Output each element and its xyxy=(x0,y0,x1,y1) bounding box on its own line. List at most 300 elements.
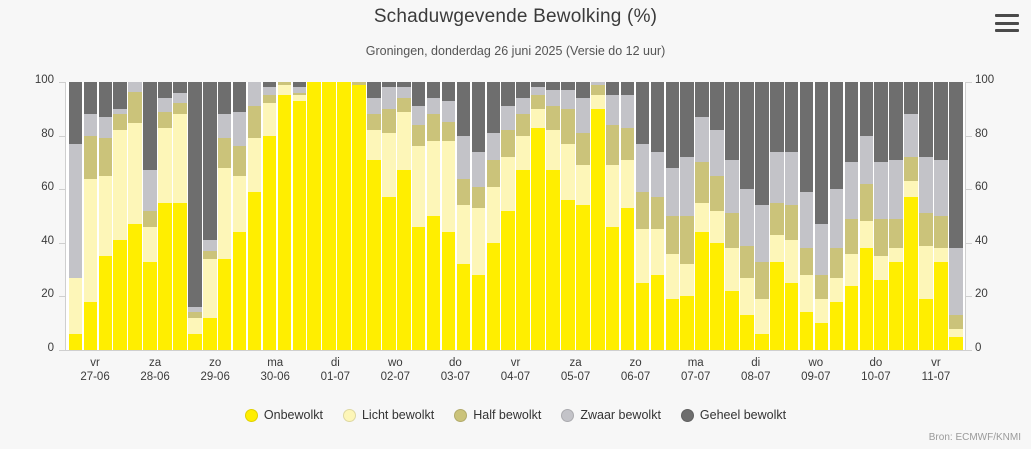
bar-segment xyxy=(457,82,471,136)
bar-segment xyxy=(889,219,903,248)
stacked-bar[interactable] xyxy=(263,82,277,350)
bar-segment xyxy=(621,208,635,350)
bar-segment xyxy=(397,87,411,98)
bar-segment xyxy=(695,162,709,202)
bar-segment xyxy=(621,160,635,208)
stacked-bar[interactable] xyxy=(248,82,262,350)
stacked-bar[interactable] xyxy=(576,82,590,350)
y-tick-label: 100 xyxy=(975,74,995,86)
legend-item[interactable] xyxy=(245,408,323,422)
stacked-bar[interactable] xyxy=(173,82,187,350)
bar-segment xyxy=(919,82,933,157)
bar-segment xyxy=(457,205,471,264)
bar-series-container xyxy=(66,82,965,350)
bar-segment xyxy=(218,168,232,259)
bar-segment xyxy=(815,82,829,224)
bar-segment xyxy=(99,256,113,350)
bar-segment xyxy=(949,315,963,328)
bar-segment xyxy=(546,170,560,350)
bar-segment xyxy=(263,95,277,103)
bar-segment xyxy=(815,224,829,275)
y-tick-label: 40 xyxy=(975,234,988,247)
stacked-bar[interactable] xyxy=(128,82,142,350)
bar-segment xyxy=(203,240,217,251)
bar-segment xyxy=(337,82,351,350)
legend-item[interactable] xyxy=(454,408,541,422)
bar-segment xyxy=(158,203,172,350)
bar-segment xyxy=(606,82,620,95)
bar-segment xyxy=(889,248,903,261)
bar-segment xyxy=(173,82,187,93)
bar-segment xyxy=(442,122,456,141)
bar-segment xyxy=(785,205,799,240)
chart-legend xyxy=(0,408,1031,422)
bar-segment xyxy=(233,112,247,147)
bar-segment xyxy=(770,82,784,152)
bar-segment xyxy=(382,197,396,350)
bar-segment xyxy=(621,82,635,95)
bar-segment xyxy=(487,160,501,187)
bar-segment xyxy=(412,125,426,146)
bar-segment xyxy=(188,334,202,350)
stacked-bar[interactable] xyxy=(874,82,888,350)
bar-segment xyxy=(740,278,754,316)
bar-segment xyxy=(889,160,903,219)
stacked-bar[interactable] xyxy=(472,82,486,350)
y-tick-mark xyxy=(966,82,972,83)
stacked-bar[interactable] xyxy=(218,82,232,350)
bar-segment xyxy=(636,229,650,283)
x-tick-label: ma 07-07 xyxy=(680,357,711,383)
bar-segment xyxy=(278,95,292,350)
stacked-bar[interactable] xyxy=(666,82,680,350)
bar-segment xyxy=(845,286,859,350)
bar-segment xyxy=(680,264,694,296)
bar-segment xyxy=(576,98,590,133)
bar-segment xyxy=(561,90,575,109)
stacked-bar[interactable] xyxy=(621,82,635,350)
stacked-bar[interactable] xyxy=(233,82,247,350)
stacked-bar[interactable] xyxy=(830,82,844,350)
stacked-bar[interactable] xyxy=(606,82,620,350)
bar-segment xyxy=(680,157,694,216)
bar-segment xyxy=(188,318,202,334)
bar-segment xyxy=(128,92,142,123)
bar-segment xyxy=(621,95,635,127)
stacked-bar[interactable] xyxy=(591,82,605,350)
stacked-bar[interactable] xyxy=(501,82,515,350)
bar-segment xyxy=(397,170,411,350)
bar-segment xyxy=(487,243,501,350)
bar-segment xyxy=(725,213,739,248)
bar-segment xyxy=(770,152,784,203)
bar-segment xyxy=(666,299,680,350)
bar-segment xyxy=(367,98,381,114)
bar-segment xyxy=(934,82,948,160)
bar-segment xyxy=(934,248,948,261)
stacked-bar[interactable] xyxy=(158,82,172,350)
y-tick-label: 60 xyxy=(41,181,54,194)
bar-segment xyxy=(84,302,98,350)
stacked-bar[interactable] xyxy=(397,82,411,350)
bar-segment xyxy=(218,138,232,167)
bar-segment xyxy=(382,109,396,133)
x-tick-label: ma 30-06 xyxy=(260,357,290,383)
stacked-bar[interactable] xyxy=(725,82,739,350)
bar-segment xyxy=(755,82,769,205)
legend-label: Geheel bewolkt xyxy=(699,408,787,422)
bar-segment xyxy=(472,152,486,187)
bar-segment xyxy=(173,103,187,114)
stacked-bar[interactable] xyxy=(487,82,501,350)
bar-segment xyxy=(815,323,829,350)
bar-segment xyxy=(397,98,411,111)
stacked-bar[interactable] xyxy=(203,82,217,350)
bar-segment xyxy=(203,318,217,350)
bar-segment xyxy=(845,82,859,162)
bar-segment xyxy=(636,283,650,350)
bar-segment xyxy=(740,246,754,278)
bar-segment xyxy=(576,82,590,98)
stacked-bar[interactable] xyxy=(278,82,292,350)
bar-segment xyxy=(830,278,844,302)
bar-segment xyxy=(84,114,98,135)
bar-segment xyxy=(904,181,918,197)
stacked-bar[interactable] xyxy=(651,82,665,350)
source-note: Bron: ECMWF/KNMI xyxy=(928,432,1021,443)
x-tick-label: wo 09-07 xyxy=(801,357,831,383)
bar-segment xyxy=(248,192,262,350)
bar-segment xyxy=(218,259,232,350)
hamburger-menu-icon[interactable] xyxy=(995,14,1019,32)
x-tick-label: za 05-07 xyxy=(560,357,591,383)
legend-swatch-icon xyxy=(454,409,467,422)
bar-segment xyxy=(472,275,486,350)
bar-segment xyxy=(69,82,83,144)
bar-segment xyxy=(904,114,918,157)
bar-segment xyxy=(800,312,814,350)
y-tick-mark xyxy=(966,350,972,351)
stacked-bar[interactable] xyxy=(293,82,307,350)
bar-segment xyxy=(501,130,515,157)
bar-segment xyxy=(860,136,874,184)
legend-item[interactable] xyxy=(681,408,786,422)
bar-segment xyxy=(69,334,83,350)
stacked-bar[interactable] xyxy=(188,82,202,350)
bar-segment xyxy=(427,98,441,114)
bar-segment xyxy=(173,203,187,350)
bar-segment xyxy=(203,259,217,318)
bar-segment xyxy=(487,82,501,133)
y-tick-mark xyxy=(59,350,65,351)
bar-segment xyxy=(99,117,113,138)
bar-segment xyxy=(412,146,426,226)
bar-segment xyxy=(531,128,545,350)
x-tick-label: vr 11-07 xyxy=(921,357,951,383)
stacked-bar[interactable] xyxy=(845,82,859,350)
bar-segment xyxy=(546,130,560,170)
bar-segment xyxy=(815,275,829,299)
bar-segment xyxy=(218,82,232,114)
x-tick-label: wo 02-07 xyxy=(380,357,411,383)
bar-segment xyxy=(203,82,217,240)
bar-segment xyxy=(561,144,575,200)
legend-label: Onbewolkt xyxy=(263,408,323,422)
stacked-bar[interactable] xyxy=(904,82,918,350)
stacked-bar[interactable] xyxy=(770,82,784,350)
y-tick-label: 80 xyxy=(41,127,54,140)
bar-segment xyxy=(830,302,844,350)
legend-swatch-icon xyxy=(561,409,574,422)
bar-segment xyxy=(830,248,844,277)
bar-segment xyxy=(740,315,754,350)
bar-segment xyxy=(158,82,172,98)
bar-segment xyxy=(800,275,814,313)
bar-segment xyxy=(740,189,754,245)
bar-segment xyxy=(472,187,486,208)
bar-segment xyxy=(427,216,441,350)
bar-segment xyxy=(263,87,277,95)
bar-segment xyxy=(949,248,963,315)
y-tick-mark xyxy=(59,243,65,244)
bar-segment xyxy=(621,128,635,160)
bar-segment xyxy=(710,211,724,243)
bar-segment xyxy=(651,152,665,198)
bar-segment xyxy=(800,248,814,275)
bar-segment xyxy=(143,82,157,170)
bar-segment xyxy=(322,82,336,350)
bar-segment xyxy=(666,254,680,300)
bar-segment xyxy=(680,296,694,350)
bar-segment xyxy=(651,229,665,275)
bar-segment xyxy=(546,106,560,130)
bar-segment xyxy=(427,141,441,216)
bar-segment xyxy=(755,299,769,334)
bar-segment xyxy=(725,160,739,214)
x-tick-label: di 08-07 xyxy=(741,357,771,383)
bar-segment xyxy=(919,157,933,213)
bar-segment xyxy=(128,123,142,224)
stacked-bar[interactable] xyxy=(949,82,963,350)
bar-segment xyxy=(367,114,381,130)
stacked-bar[interactable] xyxy=(561,82,575,350)
stacked-bar[interactable] xyxy=(636,82,650,350)
stacked-bar[interactable] xyxy=(860,82,874,350)
stacked-bar[interactable] xyxy=(680,82,694,350)
bar-segment xyxy=(113,240,127,350)
bar-segment xyxy=(531,109,545,128)
stacked-bar[interactable] xyxy=(352,82,366,350)
bar-segment xyxy=(173,93,187,104)
legend-label: Zwaar bewolkt xyxy=(580,408,661,422)
bar-segment xyxy=(919,299,933,350)
bar-segment xyxy=(651,275,665,350)
bar-segment xyxy=(516,170,530,350)
bar-segment xyxy=(860,184,874,222)
legend-label: Half bewolkt xyxy=(473,408,542,422)
bar-segment xyxy=(99,138,113,176)
bar-segment xyxy=(516,98,530,114)
bar-segment xyxy=(576,165,590,205)
bar-segment xyxy=(442,101,456,122)
bar-segment xyxy=(501,211,515,350)
stacked-bar[interactable] xyxy=(516,82,530,350)
stacked-bar[interactable] xyxy=(815,82,829,350)
bar-segment xyxy=(501,82,515,106)
x-tick-label: zo 29-06 xyxy=(200,357,230,383)
bar-segment xyxy=(218,114,232,138)
stacked-bar[interactable] xyxy=(337,82,351,350)
bar-segment xyxy=(442,232,456,350)
y-tick-mark xyxy=(59,189,65,190)
bar-segment xyxy=(889,262,903,350)
bar-segment xyxy=(785,152,799,206)
legend-item[interactable] xyxy=(343,408,434,422)
bar-segment xyxy=(158,128,172,203)
bar-segment xyxy=(651,197,665,229)
plot-area xyxy=(65,82,966,350)
bar-segment xyxy=(710,130,724,176)
bar-segment xyxy=(233,82,247,111)
bar-segment xyxy=(725,248,739,291)
stacked-bar[interactable] xyxy=(442,82,456,350)
stacked-bar[interactable] xyxy=(800,82,814,350)
bar-segment xyxy=(516,82,530,98)
bar-segment xyxy=(874,219,888,257)
stacked-bar[interactable] xyxy=(427,82,441,350)
bar-segment xyxy=(785,240,799,283)
stacked-bar[interactable] xyxy=(546,82,560,350)
bar-segment xyxy=(695,82,709,117)
bar-segment xyxy=(666,82,680,168)
stacked-bar[interactable] xyxy=(695,82,709,350)
bar-segment xyxy=(248,82,262,106)
stacked-bar[interactable] xyxy=(113,82,127,350)
bar-segment xyxy=(636,192,650,230)
bar-segment xyxy=(845,254,859,286)
y-tick-label: 80 xyxy=(975,127,988,140)
bar-segment xyxy=(576,205,590,350)
stacked-bar[interactable] xyxy=(99,82,113,350)
stacked-bar[interactable] xyxy=(934,82,948,350)
stacked-bar[interactable] xyxy=(84,82,98,350)
bar-segment xyxy=(84,179,98,302)
stacked-bar[interactable] xyxy=(69,82,83,350)
legend-item[interactable] xyxy=(561,408,661,422)
stacked-bar[interactable] xyxy=(382,82,396,350)
stacked-bar[interactable] xyxy=(919,82,933,350)
stacked-bar[interactable] xyxy=(367,82,381,350)
bar-segment xyxy=(591,109,605,350)
page-title: Schaduwgevende Bewolking (%) xyxy=(373,6,658,27)
stacked-bar[interactable] xyxy=(307,82,321,350)
bar-segment xyxy=(666,168,680,216)
bar-segment xyxy=(412,106,426,125)
y-tick-mark xyxy=(966,243,972,244)
bar-segment xyxy=(113,82,127,109)
bar-segment xyxy=(860,82,874,136)
x-tick-label: zo 06-07 xyxy=(620,357,651,383)
bar-segment xyxy=(487,133,501,160)
bar-segment xyxy=(113,114,127,130)
bar-segment xyxy=(680,216,694,264)
bar-segment xyxy=(143,211,157,227)
bar-segment xyxy=(576,133,590,165)
bar-segment xyxy=(889,82,903,160)
chart-subtitle: Groningen, donderdag 26 juni 2025 (Versie do 12 uur) xyxy=(365,44,666,58)
bar-segment xyxy=(874,162,888,218)
x-tick-label: vr 04-07 xyxy=(500,357,531,383)
stacked-bar[interactable] xyxy=(710,82,724,350)
bar-segment xyxy=(845,162,859,218)
bar-segment xyxy=(143,227,157,262)
bar-segment xyxy=(188,82,202,307)
bar-segment xyxy=(934,160,948,216)
bar-segment xyxy=(158,112,172,128)
stacked-bar[interactable] xyxy=(755,82,769,350)
y-tick-mark xyxy=(966,296,972,297)
bar-segment xyxy=(904,197,918,350)
y-tick-mark xyxy=(59,296,65,297)
x-tick-label: za 28-06 xyxy=(140,357,170,383)
bar-segment xyxy=(233,146,247,175)
bar-segment xyxy=(651,82,665,152)
bar-segment xyxy=(860,221,874,248)
bar-segment xyxy=(934,216,948,248)
bar-segment xyxy=(740,82,754,189)
bar-segment xyxy=(830,189,844,248)
bar-segment xyxy=(591,95,605,108)
bar-segment xyxy=(785,283,799,350)
bar-segment xyxy=(904,82,918,114)
y-tick-label: 20 xyxy=(41,288,54,301)
bar-segment xyxy=(904,157,918,181)
bar-segment xyxy=(949,329,963,337)
bar-segment xyxy=(113,130,127,240)
bar-segment xyxy=(84,136,98,179)
bar-segment xyxy=(800,192,814,248)
bar-segment xyxy=(516,136,530,171)
stacked-bar[interactable] xyxy=(322,82,336,350)
bar-segment xyxy=(367,82,381,98)
stacked-bar[interactable] xyxy=(740,82,754,350)
bar-segment xyxy=(412,82,426,106)
stacked-bar[interactable] xyxy=(143,82,157,350)
stacked-bar[interactable] xyxy=(412,82,426,350)
bar-segment xyxy=(99,176,113,256)
bar-segment xyxy=(128,224,142,350)
bar-segment xyxy=(695,203,709,232)
y-tick-mark xyxy=(966,189,972,190)
stacked-bar[interactable] xyxy=(889,82,903,350)
bar-segment xyxy=(442,82,456,101)
bar-segment xyxy=(770,235,784,262)
y-tick-label: 0 xyxy=(975,342,982,354)
bar-segment xyxy=(382,87,396,108)
stacked-bar[interactable] xyxy=(531,82,545,350)
bar-segment xyxy=(412,227,426,350)
bar-segment xyxy=(695,232,709,350)
bar-segment xyxy=(248,106,262,138)
bar-segment xyxy=(874,280,888,350)
stacked-bar[interactable] xyxy=(457,82,471,350)
bar-segment xyxy=(487,187,501,243)
bar-segment xyxy=(666,216,680,254)
bar-segment xyxy=(457,136,471,179)
stacked-bar[interactable] xyxy=(785,82,799,350)
bar-segment xyxy=(158,98,172,111)
bar-segment xyxy=(845,219,859,254)
